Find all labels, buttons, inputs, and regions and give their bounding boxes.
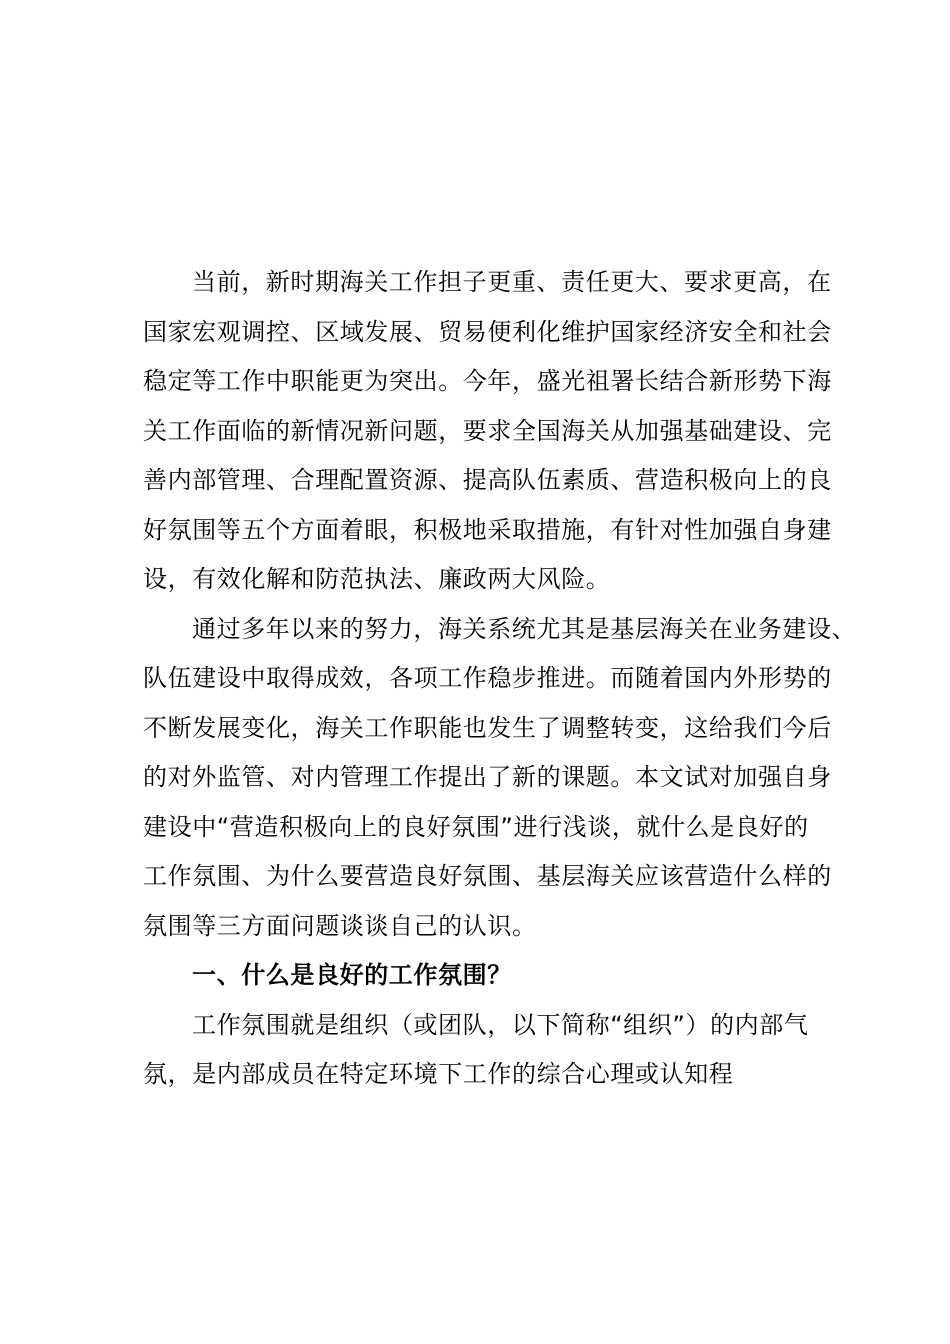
paragraph-1-line-3: 稳定等工作中职能更为突出。今年，盛光祖署长结合新形势下海 (143, 367, 832, 395)
paragraph-2-line-7: 氛围等三方面问题谈谈自己的认识。 (143, 911, 537, 940)
paragraph-2-line-3: 不断发展变化，海关工作职能也发生了调整转变，这给我们今后 (143, 713, 832, 742)
paragraph-1-line-5: 善内部管理、合理配置资源、提高队伍素质、营造积极向上的良 (143, 466, 832, 494)
paragraph-2-line-4: 的对外监管、对内管理工作提出了新的课题。本文试对加强自身 (143, 763, 832, 791)
paragraph-1-line-7: 设，有效化解和防范执法、廉政两大风险。 (143, 565, 611, 593)
paragraph-2-line-6: 工作氛围、为什么要营造良好氛围、基层海关应该营造什么样的 (143, 862, 832, 890)
paragraph-2-line-2: 队伍建设中取得成效，各项工作稳步推进。而随着国内外形势的 (143, 664, 832, 692)
paragraph-1-line-2: 国家宏观调控、区域发展、贸易便利化维护国家经济安全和社会 (143, 317, 832, 346)
paragraph-3-line-1: 工作氛围就是组织（或团队，以下简称“组织”）的内部气 (192, 1010, 809, 1039)
paragraph-1-line-4: 关工作面临的新情况新问题，要求全国海关从加强基础建设、完 (143, 416, 832, 445)
paragraph-3-line-2: 氛，是内部成员在特定环境下工作的综合心理或认知程 (143, 1060, 734, 1088)
section-heading: 一、什么是良好的工作氛围？ (192, 961, 512, 989)
paragraph-2-line-5: 建设中“营造积极向上的良好氛围”进行浅谈，就什么是良好的 (143, 812, 809, 841)
paragraph-1-line-6: 好氛围等五个方面着眼，积极地采取措施，有针对性加强自身建 (143, 515, 832, 544)
document-body (143, 258, 857, 1100)
paragraph-1-line-1: 当前，新时期海关工作担子更重、责任更大、要求更高，在 (192, 268, 832, 296)
paragraph-2-line-1: 通过多年以来的努力，海关系统尤其是基层海关在业务建设、 (192, 614, 857, 643)
